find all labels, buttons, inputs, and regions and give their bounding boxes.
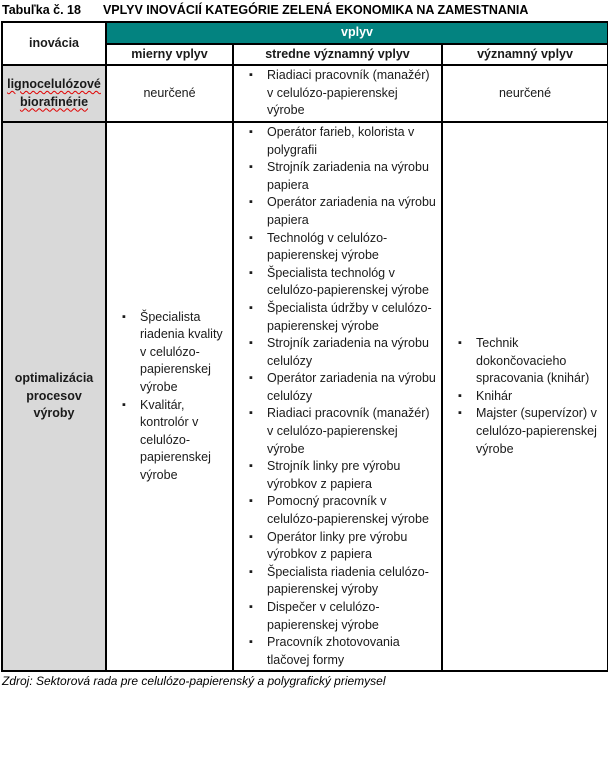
bullet-item: ▪ Špecialista údržby v celulózo-papierenskej výrobe [237,300,438,335]
column-header-significant-impact: významný vplyv [442,44,608,66]
bullet-item: ▪ Strojník linky pre výrobu výrobkov z papiera [237,458,438,493]
table-row-process-optimization [2,122,608,671]
row-label-lignocellulose-biorefineries: lignocelulózové biorafinérie [2,65,106,122]
bullet-item: ▪ Knihár [446,388,604,406]
bullet-item: ▪ Špecialista technológ v celulózo-papierenskej výrobe [237,265,438,300]
column-header-mild-impact: mierny vplyv [106,44,233,66]
bullet-item: ▪ Riadiaci pracovník (manažér) v celulózo-papierenskej výrobe [237,405,438,458]
page-title: VPLYV INOVÁCIÍ KATEGÓRIE ZELENÁ EKONOMIKA NA ZAMESTNANIA [102,3,529,17]
bullet-item: ▪ Majster (supervízor) v celulózo-papierenskej výrobe [446,405,604,458]
bullet-item: ▪ Kvalitár, kontrolór v celulózo-papierenskej výrobe [110,397,229,485]
mild-impact-list [110,309,229,485]
header-row-top [2,22,608,44]
bullet-item: ▪ Operátor zariadenia na výrobu papiera [237,194,438,229]
bullet-item: ▪ Dispečer v celulózo-papierenskej výrobe [237,599,438,634]
moderate-impact-list [237,124,438,669]
cell-biorefineries-moderate-impact [233,65,442,122]
cell-biorefineries-significant-impact: neurčené [442,65,608,122]
column-header-moderate-impact: stredne významný vplyv [233,44,442,66]
moderate-impact-list [237,67,438,120]
significant-impact-list [446,335,604,458]
bullet-item: ▪ Riadiaci pracovník (manažér) v celulózo-papierenskej výrobe [237,67,438,120]
table-number: Tabuľka č. 18 [2,3,81,17]
bullet-item: ▪ Operátor farieb, kolorista v polygrafii [237,124,438,159]
column-header-innovation: inovácia [2,22,106,65]
column-header-impact: vplyv [106,22,608,44]
cell-optimization-mild-impact [106,122,233,671]
cell-optimization-significant-impact [442,122,608,671]
bullet-item: ▪ Špecialista riadenia celulózo-papierenskej výroby [237,564,438,599]
bullet-item: ▪ Pracovník zhotovovania tlačovej formy [237,634,438,669]
bullet-item: ▪ Operátor linky pre výrobu výrobkov z papiera [237,529,438,564]
row-label-process-optimization: optimalizácia procesov výroby [2,122,106,671]
bullet-item: ▪ Špecialista riadenia kvality v celulózo-papierenskej výrobe [110,309,229,397]
bullet-item: ▪ Pomocný pracovník v celulózo-papierenskej výrobe [237,493,438,528]
bullet-item: ▪ Strojník zariadenia na výrobu celulózy [237,335,438,370]
table-caption [1,1,607,21]
bullet-item: ▪ Operátor zariadenia na výrobu celulózy [237,370,438,405]
table-row-biorefineries [2,65,608,122]
bullet-item: ▪ Technológ v celulózo-papierenskej výrobe [237,230,438,265]
impact-table [1,21,608,672]
bullet-item: ▪ Strojník zariadenia na výrobu papiera [237,159,438,194]
cell-biorefineries-mild-impact: neurčené [106,65,233,122]
cell-optimization-moderate-impact [233,122,442,671]
source-note: Zdroj: Sektorová rada pre celulózo-papierenský a polygrafický priemysel [2,674,386,689]
bullet-item: ▪ Technik dokončovacieho spracovania (knihár) [446,335,604,388]
